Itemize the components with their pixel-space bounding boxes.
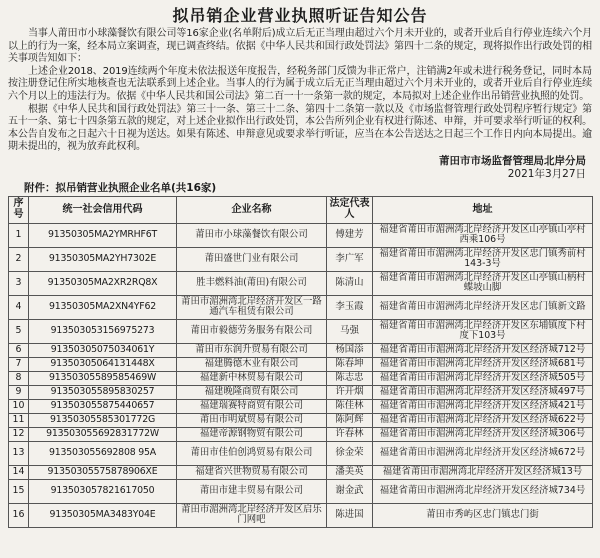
header-addr: 地址 xyxy=(373,196,593,223)
cell-rep: 陈阿辉 xyxy=(327,413,373,427)
paragraph-2: 上述企业2018、2019连续两个年度未依法报送年度报告，经税务部门反馈为非正常户，注销满2年或未进行税务登记，同时本局按注册登记住所实地核查也无法联系到上述企业。当事人的行为属于成立后无正当理由超过六个月未开业的，或者开业后自行停业连续六个月以上的违法行为。依据《中华人民共和国公司法》第二百一十一条第一款的规定，本局拟对上述企业作出吊销营业执照的处罚。 xyxy=(8,65,592,102)
cell-name: 莆田市明斌贸易有限公司 xyxy=(177,413,327,427)
cell-addr: 莆田市秀屿区忠门镇忠门街 xyxy=(373,503,593,527)
company-table xyxy=(8,196,593,528)
table-row xyxy=(9,385,593,399)
cell-name: 莆田市毅德劳务服务有限公司 xyxy=(177,319,327,343)
cell-no: 6 xyxy=(9,343,29,357)
cell-addr: 福建省莆田市湄洲湾北岸经济开发区经济城712号 xyxy=(373,343,593,357)
cell-addr: 福建省莆田市湄洲湾北岸经济开发区经济城13号 xyxy=(373,465,593,479)
table-row xyxy=(9,399,593,413)
cell-rep: 许春林 xyxy=(327,427,373,441)
table-row xyxy=(9,247,593,271)
cell-no: 14 xyxy=(9,465,29,479)
cell-code: 91350305589585469W xyxy=(29,371,177,385)
table-row xyxy=(9,295,593,319)
notice-title: 拟吊销企业营业执照听证告知公告 xyxy=(172,6,428,25)
cell-addr: 福建省莆田市湄洲湾北岸经济开发区山亭镇山柄村蝶坡山脚 xyxy=(373,271,593,295)
cell-code: 91350305MA3483Y04E xyxy=(29,503,177,527)
cell-code: 91350305585301772G xyxy=(29,413,177,427)
table-row xyxy=(9,413,593,427)
cell-code: 913503057821617050 xyxy=(29,479,177,503)
cell-name: 莆田市小球藻餐饮有限公司 xyxy=(177,223,327,247)
table-header-row xyxy=(9,196,593,223)
cell-code: 91350305MA2YH7302E xyxy=(29,247,177,271)
cell-code: 91350305MA2XN4YF62 xyxy=(29,295,177,319)
table-row xyxy=(9,357,593,371)
header-code: 统一社会信用代码 xyxy=(29,196,177,223)
table-row xyxy=(9,271,593,295)
cell-addr: 福建省莆田市湄洲湾北岸经济开发区忠门镇新文路 xyxy=(373,295,593,319)
cell-rep: 傅建芳 xyxy=(327,223,373,247)
cell-name: 福建省兴世物贸易有限公司 xyxy=(177,465,327,479)
cell-no: 10 xyxy=(9,399,29,413)
table-row xyxy=(9,343,593,357)
cell-rep: 徐金荣 xyxy=(327,441,373,465)
cell-code: 913503055692831772W xyxy=(29,427,177,441)
cell-addr: 福建省莆田市湄洲湾北岸经济开发区经济城622号 xyxy=(373,413,593,427)
cell-code: 91350305575878906XE xyxy=(29,465,177,479)
cell-name: 胜丰燃料油(莆田)有限公司 xyxy=(177,271,327,295)
cell-rep: 潘美英 xyxy=(327,465,373,479)
cell-code: 913503055692808 95A xyxy=(29,441,177,465)
paragraph-1: 当事人莆田市小球藻餐饮有限公司等16家企业(名单附后)成立后无正当理由超过六个月未开业的，或者开业后自行停业连续六个月以上的行为一案，经本局立案调查，现已调查终结。依据《中华人民共和国行政处罚法》第四十二条的规定，现将拟作出行政处罚的相关事项告知如下： xyxy=(8,28,592,65)
cell-code: 913503053156975273 xyxy=(29,319,177,343)
cell-addr: 福建省莆田市湄洲湾北岸经济开发区山亭镇山亭村西乘106号 xyxy=(373,223,593,247)
cell-no: 12 xyxy=(9,427,29,441)
cell-rep: 谢金武 xyxy=(327,479,373,503)
table-row xyxy=(9,465,593,479)
cell-no: 9 xyxy=(9,385,29,399)
cell-name: 莆田市建丰贸易有限公司 xyxy=(177,479,327,503)
cell-no: 8 xyxy=(9,371,29,385)
cell-name: 莆田市佳伯创鸿贸易有限公司 xyxy=(177,441,327,465)
cell-rep: 陈春坤 xyxy=(327,357,373,371)
cell-code: 913503055895830257 xyxy=(29,385,177,399)
cell-no: 1 xyxy=(9,223,29,247)
cell-no: 2 xyxy=(9,247,29,271)
cell-rep: 陈志忠 xyxy=(327,371,373,385)
cell-rep: 陈佳林 xyxy=(327,399,373,413)
cell-no: 7 xyxy=(9,357,29,371)
cell-code: 91350305MA2XR2RQ8X xyxy=(29,271,177,295)
cell-name: 莆田盛世门业有限公司 xyxy=(177,247,327,271)
cell-name: 福建帝源钢物贸有限公司 xyxy=(177,427,327,441)
cell-no: 16 xyxy=(9,503,29,527)
table-row xyxy=(9,427,593,441)
paragraph-3: 根据《中华人民共和国行政处罚法》第三十一条、第三十二条、第四十二条第一款以及《市场监督管理行政处罚程序暂行规定》第五十一条、第七十四条第五款的规定，对上述企业拟作出行政处罚，本公告所列企业有权进行陈述、申辩，并可要求举行听证的权利。本公告自发布之日起六十日视为送达。如果有陈述、申辩意见或要求举行听证，应当在本公告送达之日起三个工作日内向本局提出。逾期未提出的，视为放弃此权利。 xyxy=(8,103,592,153)
table-row xyxy=(9,441,593,465)
cell-name: 莆田市湄洲湾北岸经济开发区一路通汽车租赁有限公司 xyxy=(177,295,327,319)
cell-addr: 福建省莆田市湄洲湾北岸经济开发区经济城681号 xyxy=(373,357,593,371)
cell-rep: 李广军 xyxy=(327,247,373,271)
cell-name: 莆田市东润升贸易有限公司 xyxy=(177,343,327,357)
table-row xyxy=(9,319,593,343)
cell-name: 福建腾德木业有限公司 xyxy=(177,357,327,371)
table-row xyxy=(9,223,593,247)
cell-addr: 福建省莆田市湄洲湾北岸经济开发区忠门镇秀前村143-3号 xyxy=(373,247,593,271)
cell-rep: 许开烟 xyxy=(327,385,373,399)
cell-no: 13 xyxy=(9,441,29,465)
cell-no: 5 xyxy=(9,319,29,343)
table-row xyxy=(9,371,593,385)
cell-rep: 陈清山 xyxy=(327,271,373,295)
notice-body xyxy=(8,28,592,154)
cell-name: 莆田市湄洲湾北岸经济开发区启乐门网吧 xyxy=(177,503,327,527)
cell-code: 91350305064131448X xyxy=(29,357,177,371)
cell-addr: 福建省莆田市湄洲湾北岸经济开发区经济城421号 xyxy=(373,399,593,413)
cell-addr: 福建省莆田市湄洲湾北岸经济开发区经济城505号 xyxy=(373,371,593,385)
cell-code: 91350305MA2YMRHF6T xyxy=(29,223,177,247)
cell-no: 3 xyxy=(9,271,29,295)
cell-code: 91350305075034061Y xyxy=(29,343,177,357)
cell-addr: 福建省莆田市湄洲湾北岸经济开发区经济城672号 xyxy=(373,441,593,465)
cell-rep: 杨国添 xyxy=(327,343,373,357)
header-no: 序号 xyxy=(9,196,29,223)
cell-no: 4 xyxy=(9,295,29,319)
cell-addr: 福建省莆田市湄洲湾北岸经济开发区经济城497号 xyxy=(373,385,593,399)
cell-no: 15 xyxy=(9,479,29,503)
cell-code: 913503055875440657 xyxy=(29,399,177,413)
cell-rep: 陈进国 xyxy=(327,503,373,527)
signature: 莆田市市场监督管理局北岸分局 xyxy=(439,154,586,167)
notice-date: 2021年3月27日 xyxy=(507,167,586,180)
cell-addr: 福建省莆田市湄洲湾北岸经济开发区经济城306号 xyxy=(373,427,593,441)
table-row xyxy=(9,479,593,503)
table-row xyxy=(9,503,593,527)
cell-addr: 福建省莆田市湄洲湾北岸经济开发区东埔镇度下村度下103号 xyxy=(373,319,593,343)
attachment-caption: 附件：拟吊销营业执照企业名单(共16家) xyxy=(24,181,217,194)
cell-addr: 福建省莆田市湄洲湾北岸经济开发区经济城734号 xyxy=(373,479,593,503)
header-name: 企业名称 xyxy=(177,196,327,223)
cell-name: 福建晚隆商贸有限公司 xyxy=(177,385,327,399)
cell-name: 福建瑞赛特商贸有限公司 xyxy=(177,399,327,413)
header-rep: 法定代表人 xyxy=(327,196,373,223)
cell-rep: 李玉霞 xyxy=(327,295,373,319)
cell-name: 福建新中林贸易有限公司 xyxy=(177,371,327,385)
cell-no: 11 xyxy=(9,413,29,427)
cell-rep: 马强 xyxy=(327,319,373,343)
